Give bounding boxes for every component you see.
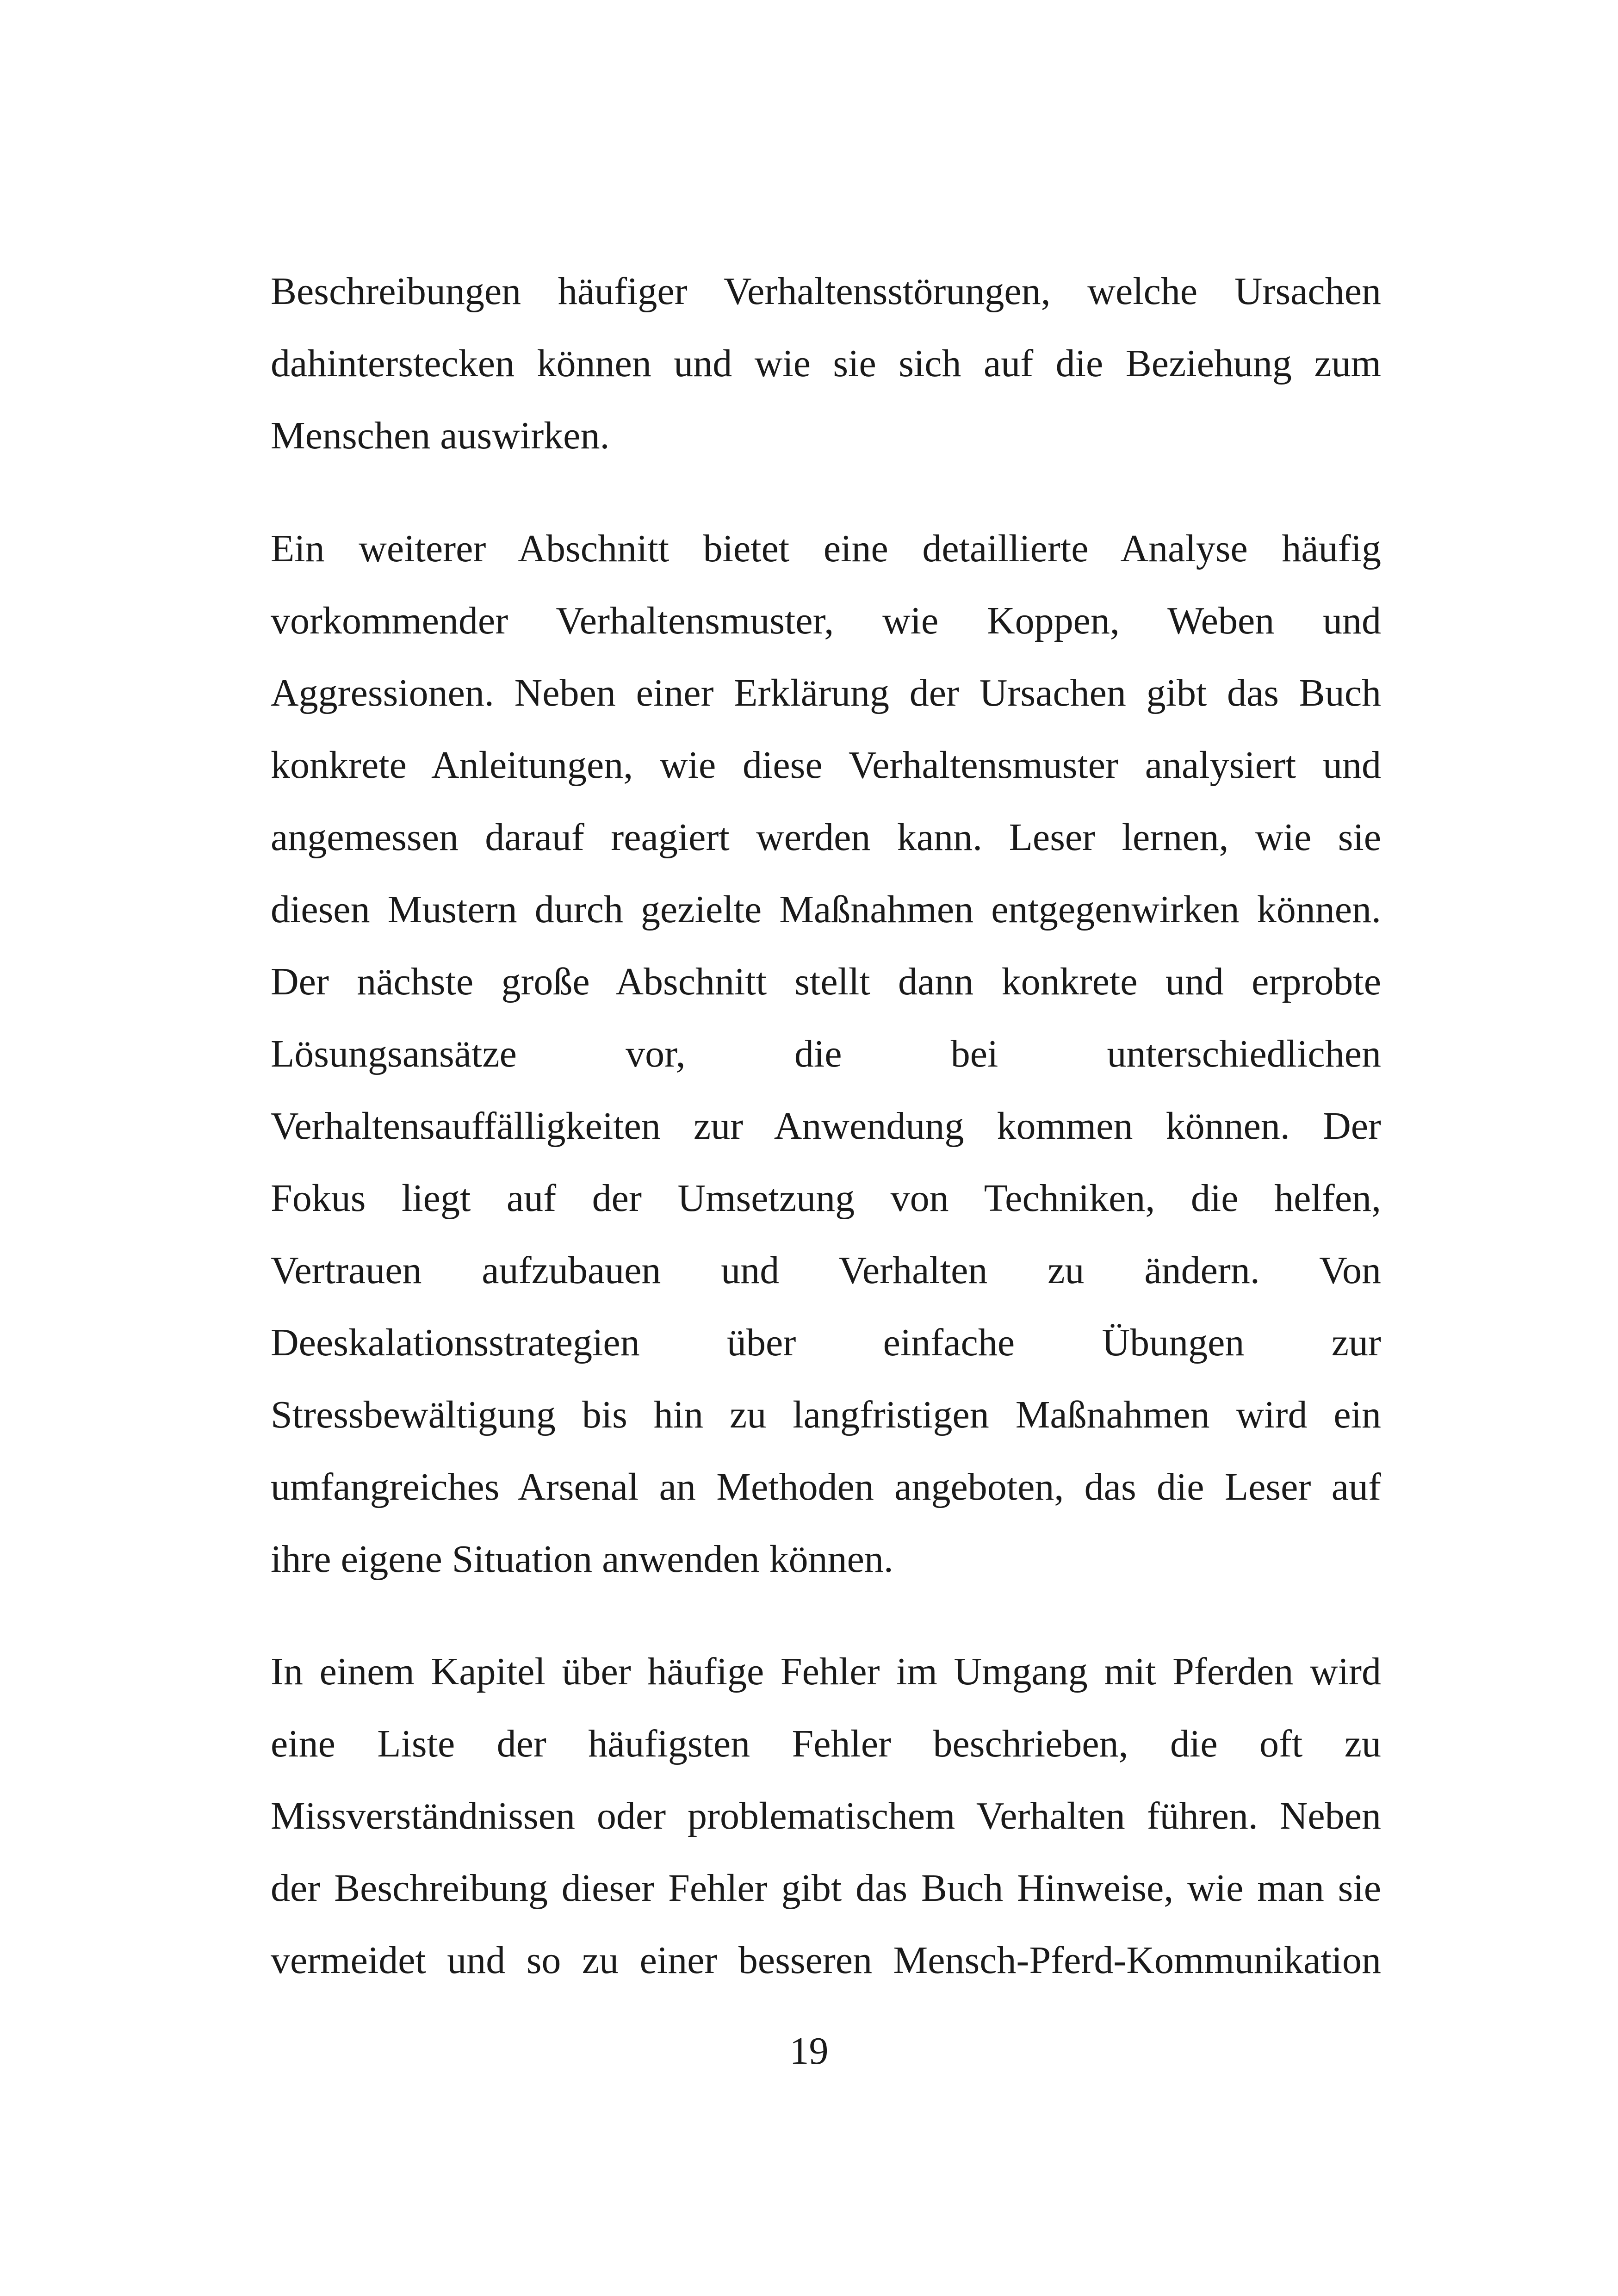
- text-line: Aggressionen. Neben einer Erklärung der Ursachen gibt das Buch: [271, 671, 1381, 714]
- text-line: der Beschreibung dieser Fehler gibt das Buch Hinweise, wie man sie: [271, 1867, 1381, 1910]
- paragraph-3: [271, 1636, 1381, 1997]
- text-line: Fokus liegt auf der Umsetzung von Techniken, die helfen,: [271, 1177, 1381, 1220]
- text-line: Ein weiterer Abschnitt bietet eine detaillierte Analyse häufig: [271, 527, 1381, 570]
- text-line: angemessen darauf reagiert werden kann. Leser lernen, wie sie: [271, 816, 1381, 859]
- text-line: Lösungsansätze vor, die bei unterschiedlichen: [271, 1032, 1381, 1075]
- text-line: diesen Mustern durch gezielte Maßnahmen entgegenwirken können.: [271, 888, 1381, 931]
- text-line: Missverständnissen oder problematischem Verhalten führen. Neben: [271, 1794, 1381, 1837]
- text-line: Beschreibungen häufiger Verhaltensstörungen, welche Ursachen: [271, 270, 1381, 313]
- text-line: Menschen auswirken.: [271, 414, 610, 457]
- text-line: vermeidet und so zu einer besseren Mensch-Pferd-Kommunikation: [271, 1939, 1381, 1982]
- text-line: dahinterstecken können und wie sie sich auf die Beziehung zum: [271, 342, 1381, 385]
- text-line: Deeskalationsstrategien über einfache Übungen zur: [271, 1321, 1381, 1364]
- paragraph-2: [271, 513, 1381, 1595]
- paragraph-1: [271, 255, 1381, 472]
- text-line: In einem Kapitel über häufige Fehler im Umgang mit Pferden wird: [271, 1650, 1381, 1693]
- text-line: ihre eigene Situation anwenden können.: [271, 1538, 893, 1581]
- page-number: 19: [789, 2029, 829, 2073]
- text-line: Vertrauen aufzubauen und Verhalten zu ändern. Von: [271, 1249, 1381, 1292]
- text-line: Der nächste große Abschnitt stellt dann konkrete und erprobte: [271, 960, 1381, 1003]
- text-line: Stressbewältigung bis hin zu langfristigen Maßnahmen wird ein: [271, 1393, 1381, 1436]
- text-line: konkrete Anleitungen, wie diese Verhaltensmuster analysiert und: [271, 744, 1381, 787]
- text-line: umfangreiches Arsenal an Methoden angeboten, das die Leser auf: [271, 1465, 1381, 1508]
- text-line: eine Liste der häufigsten Fehler beschrieben, die oft zu: [271, 1722, 1381, 1765]
- text-line: Verhaltensauffälligkeiten zur Anwendung kommen können. Der: [271, 1105, 1381, 1148]
- text-line: vorkommender Verhaltensmuster, wie Koppen, Weben und: [271, 599, 1381, 642]
